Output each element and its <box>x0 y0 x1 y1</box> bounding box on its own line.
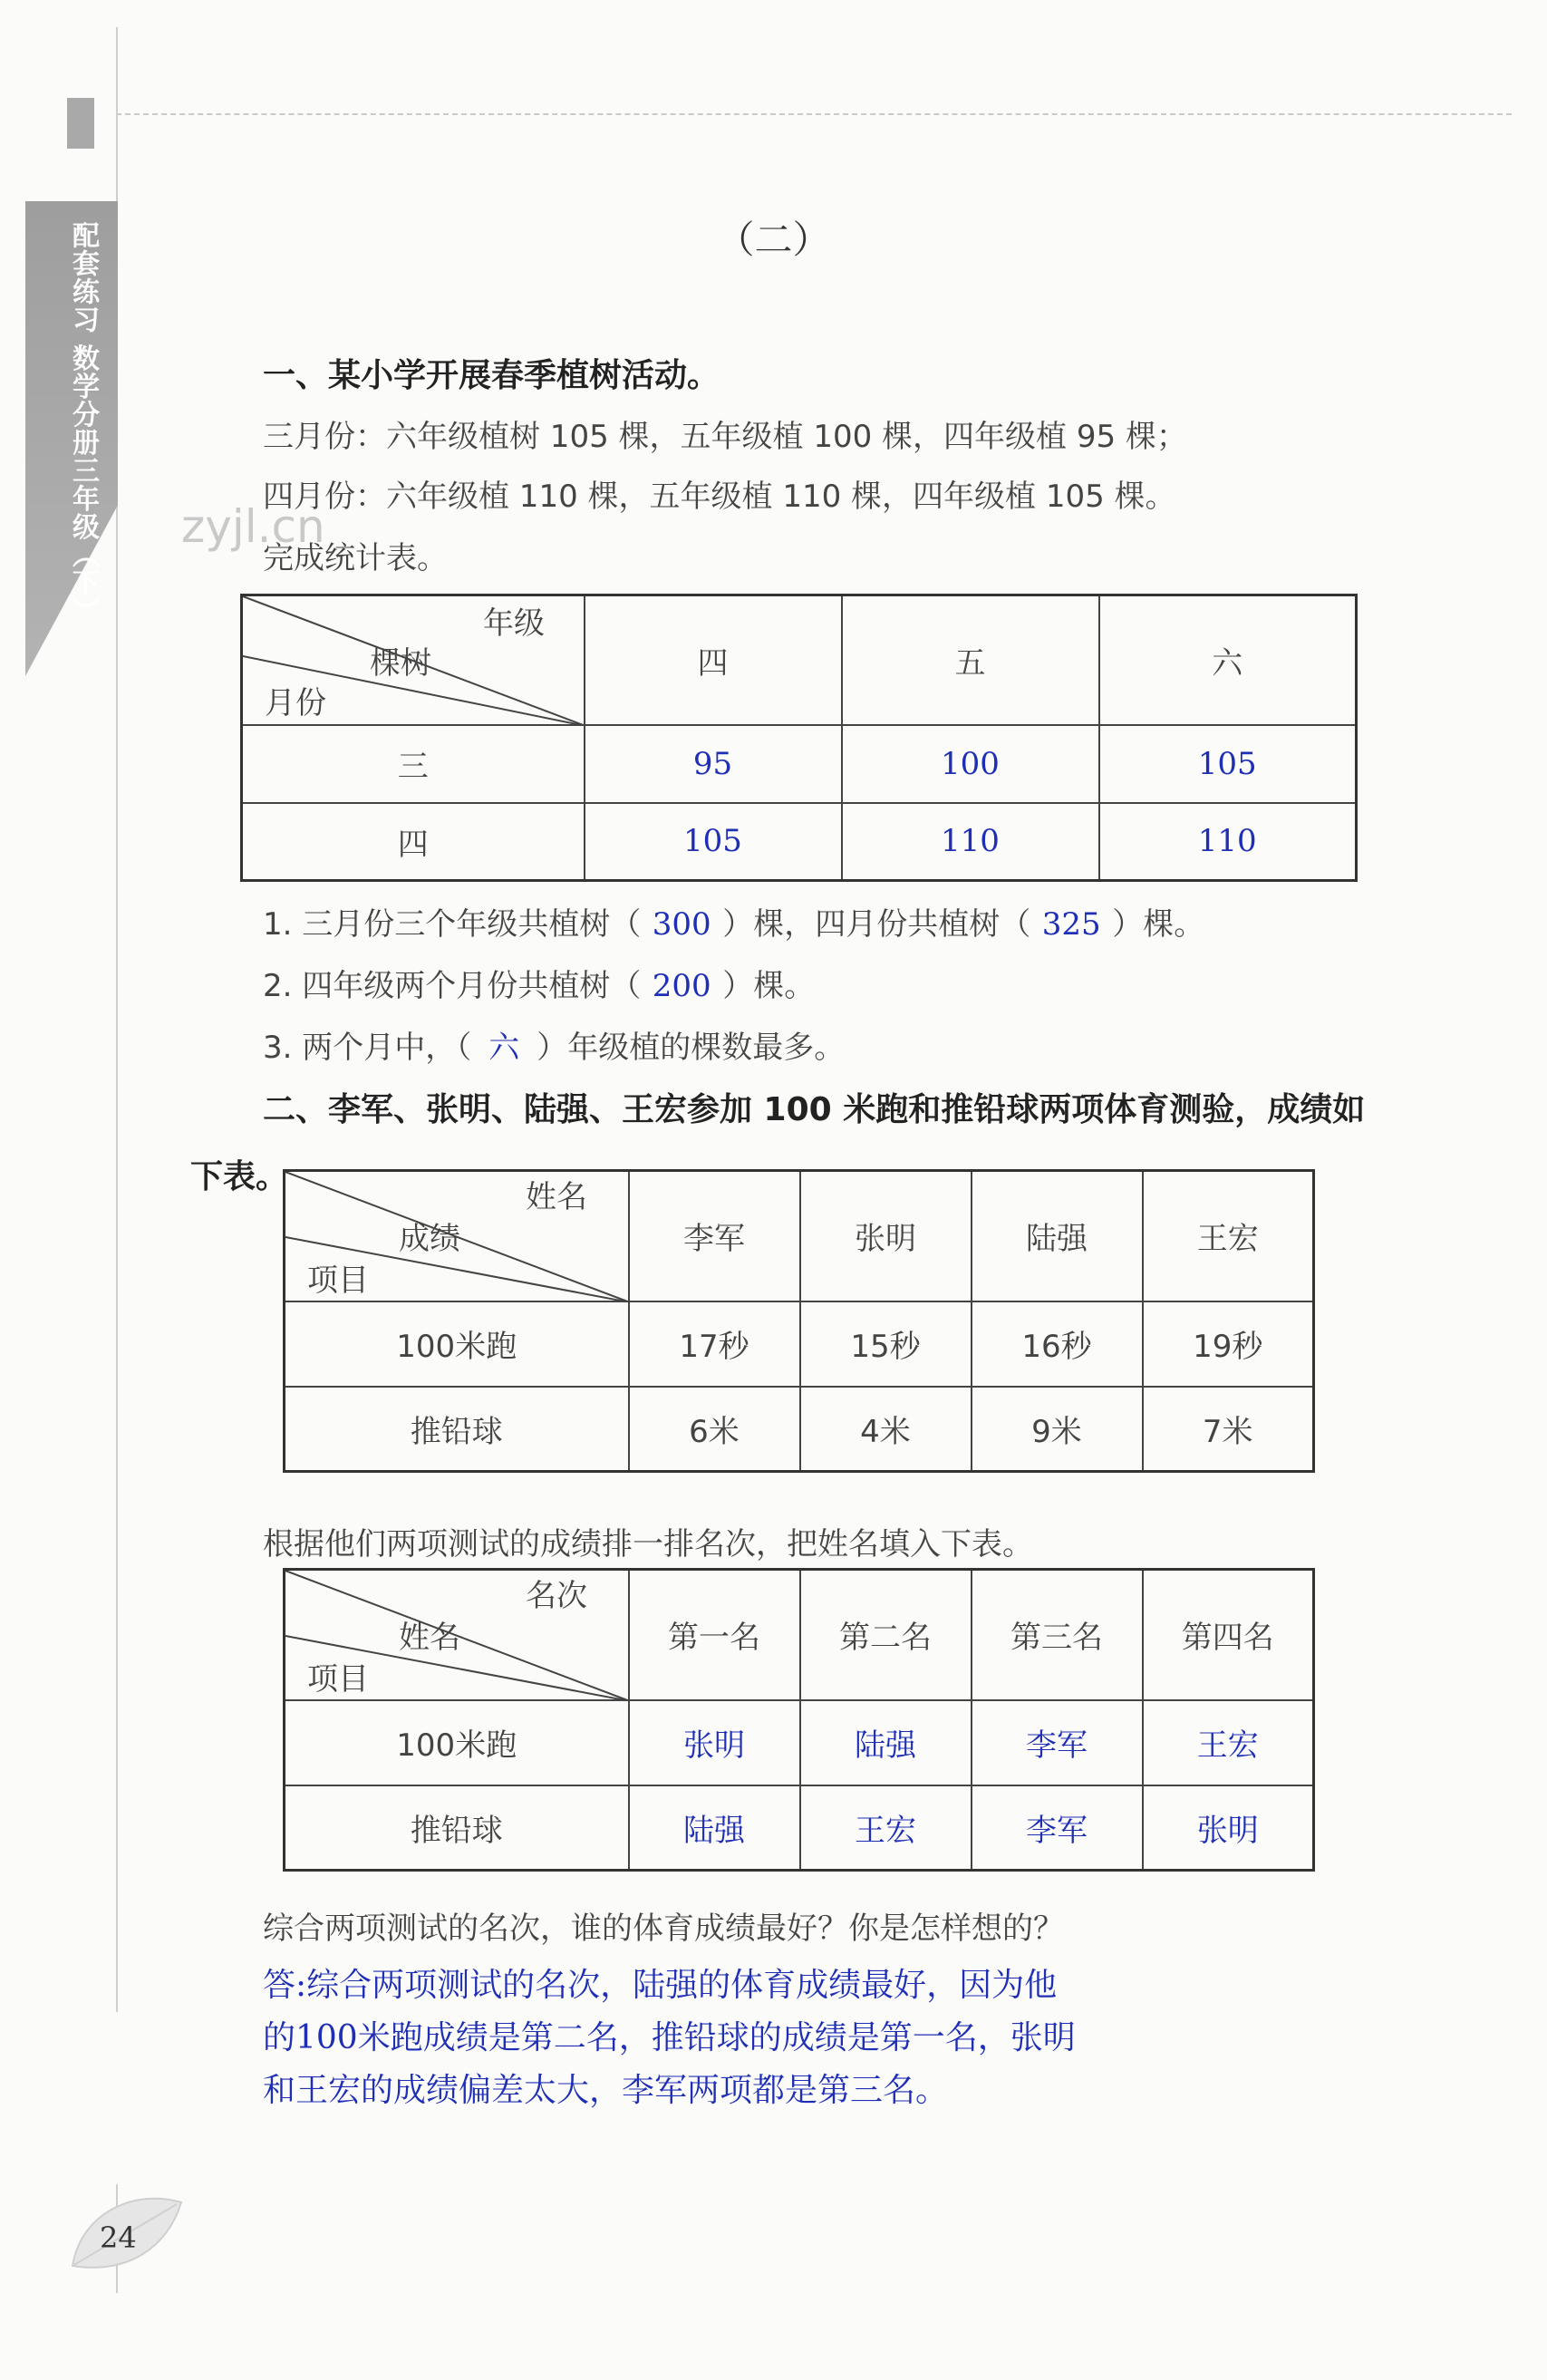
watermark: zyjl.cn <box>181 500 325 553</box>
corner-mid-label: 姓名 <box>399 1620 460 1656</box>
q1-line3: 完成统计表。 <box>263 540 448 576</box>
page-number: 24 <box>100 2220 137 2255</box>
corner-mid-label: 成绩 <box>399 1221 460 1257</box>
q1-sub1-text-a: 1. 三月份三个年级共植树（ <box>263 906 642 943</box>
table-cell: 4米 <box>800 1387 972 1472</box>
row-label: 100米跑 <box>285 1301 629 1387</box>
q1-sub3 <box>263 1022 845 1067</box>
q1-heading: 一、某小学开展春季植树活动。 <box>263 357 720 394</box>
col-header: 第二名 <box>800 1570 972 1700</box>
section-title: （二） <box>716 218 831 262</box>
ranking-table <box>283 1568 1315 1872</box>
col-header: 四 <box>585 595 842 725</box>
q1-sub3-text-b: ）年级植的棵数最多。 <box>537 1030 846 1066</box>
q1-sub2-text-b: ）棵。 <box>722 968 816 1004</box>
table-cell: 19秒 <box>1143 1301 1314 1387</box>
col-header: 张明 <box>800 1171 972 1301</box>
table-cell: 16秒 <box>972 1301 1143 1387</box>
q1-sub1-text-b: ）棵，四月份共植树（ <box>722 906 1031 943</box>
corner-top-label: 年级 <box>483 605 545 642</box>
q1-sub2-answer: 200 <box>652 968 711 1004</box>
table-cell: 7米 <box>1143 1387 1314 1472</box>
answer-cell: 陆强 <box>683 1812 745 1849</box>
row-label: 推铅球 <box>285 1785 629 1871</box>
answer-cell: 陆强 <box>855 1727 916 1764</box>
table-cell: 9米 <box>972 1387 1143 1472</box>
q1-line1: 三月份：六年级植树 105 棵，五年级植 100 棵，四年级植 95 棵； <box>263 419 1187 455</box>
sports-table-corner <box>285 1171 629 1301</box>
corner-bottom-label: 项目 <box>307 1263 369 1299</box>
row-label: 四 <box>242 803 585 881</box>
q2-heading: 二、李军、张明、陆强、王宏参加 100 米跑和推铅球两项体育测验，成绩如 <box>263 1091 1366 1128</box>
corner-top-label: 名次 <box>526 1578 587 1614</box>
table-row <box>285 1785 1314 1871</box>
q1-sub1-text-c: ）棵。 <box>1112 906 1205 943</box>
col-header: 五 <box>842 595 1099 725</box>
q1-sub1-answer2: 325 <box>1041 906 1101 943</box>
table-cell: 15秒 <box>800 1301 972 1387</box>
q2-instruction: 根据他们两项测试的成绩排一排名次，把姓名填入下表。 <box>263 1526 1033 1562</box>
col-header: 第一名 <box>629 1570 800 1700</box>
answer-cell: 105 <box>683 823 742 860</box>
table-cell: 17秒 <box>629 1301 800 1387</box>
ranking-table-corner <box>285 1570 629 1700</box>
answer-cell: 105 <box>1197 745 1257 782</box>
answer-cell: 100 <box>941 745 1000 782</box>
tab-marker <box>67 98 94 149</box>
col-header: 第三名 <box>972 1570 1143 1700</box>
table-row <box>285 1387 1314 1472</box>
col-header: 陆强 <box>972 1171 1143 1301</box>
q1-sub2-text-a: 2. 四年级两个月份共植树（ <box>263 968 642 1004</box>
table-row <box>285 1700 1314 1785</box>
answer-cell: 王宏 <box>1196 1727 1259 1764</box>
q1-line2: 四月份：六年级植 110 棵，五年级植 110 棵，四年级植 105 棵。 <box>263 479 1176 515</box>
answer-line-3: 和王宏的成绩偏差太大，李军两项都是第三名。 <box>263 2072 949 2109</box>
corner-mid-label: 棵树 <box>370 645 431 682</box>
col-header: 六 <box>1099 595 1357 725</box>
table-row <box>242 803 1357 881</box>
table-row <box>242 725 1357 803</box>
tree-table-corner <box>242 595 585 725</box>
col-header: 李军 <box>629 1171 800 1301</box>
row-label: 100米跑 <box>285 1700 629 1785</box>
col-header: 第四名 <box>1143 1570 1314 1700</box>
answer-cell: 王宏 <box>855 1812 916 1849</box>
col-header: 王宏 <box>1143 1171 1314 1301</box>
q1-sub2 <box>263 961 815 1005</box>
row-label: 三 <box>242 725 585 803</box>
q1-sub1 <box>263 899 1204 943</box>
answer-cell: 李军 <box>1026 1727 1088 1764</box>
side-tab-label: 配套练习 数学分册三年级（下） <box>67 221 99 625</box>
answer-cell: 110 <box>1197 823 1257 860</box>
row-label: 推铅球 <box>285 1387 629 1472</box>
tree-table <box>240 594 1358 882</box>
q2-question: 综合两项测试的名次，谁的体育成绩最好？你是怎样想的？ <box>263 1911 1064 1947</box>
q1-sub1-answer1: 300 <box>652 906 711 943</box>
sports-table <box>283 1169 1315 1473</box>
answer-cell: 李军 <box>1026 1812 1088 1849</box>
q1-sub3-text-a: 3. 两个月中，（ <box>263 1030 472 1066</box>
table-cell: 6米 <box>629 1387 800 1472</box>
answer-line-2: 的100米跑成绩是第二名，推铅球的成绩是第一名，张明 <box>263 2019 1076 2056</box>
answer-cell: 110 <box>941 823 1000 860</box>
corner-top-label: 姓名 <box>526 1179 587 1215</box>
answer-line-1: 答:综合两项测试的名次，陆强的体育成绩最好，因为他 <box>263 1967 1058 2004</box>
answer-cell: 张明 <box>683 1727 745 1764</box>
table-row <box>285 1301 1314 1387</box>
corner-bottom-label: 月份 <box>265 685 326 721</box>
answer-cell: 95 <box>692 745 733 782</box>
answer-cell: 张明 <box>1196 1812 1259 1849</box>
q1-sub3-answer: 六 <box>488 1030 520 1066</box>
corner-bottom-label: 项目 <box>307 1661 369 1698</box>
q2-heading-cont: 下表。 <box>190 1158 289 1195</box>
header-rule <box>116 113 1512 115</box>
